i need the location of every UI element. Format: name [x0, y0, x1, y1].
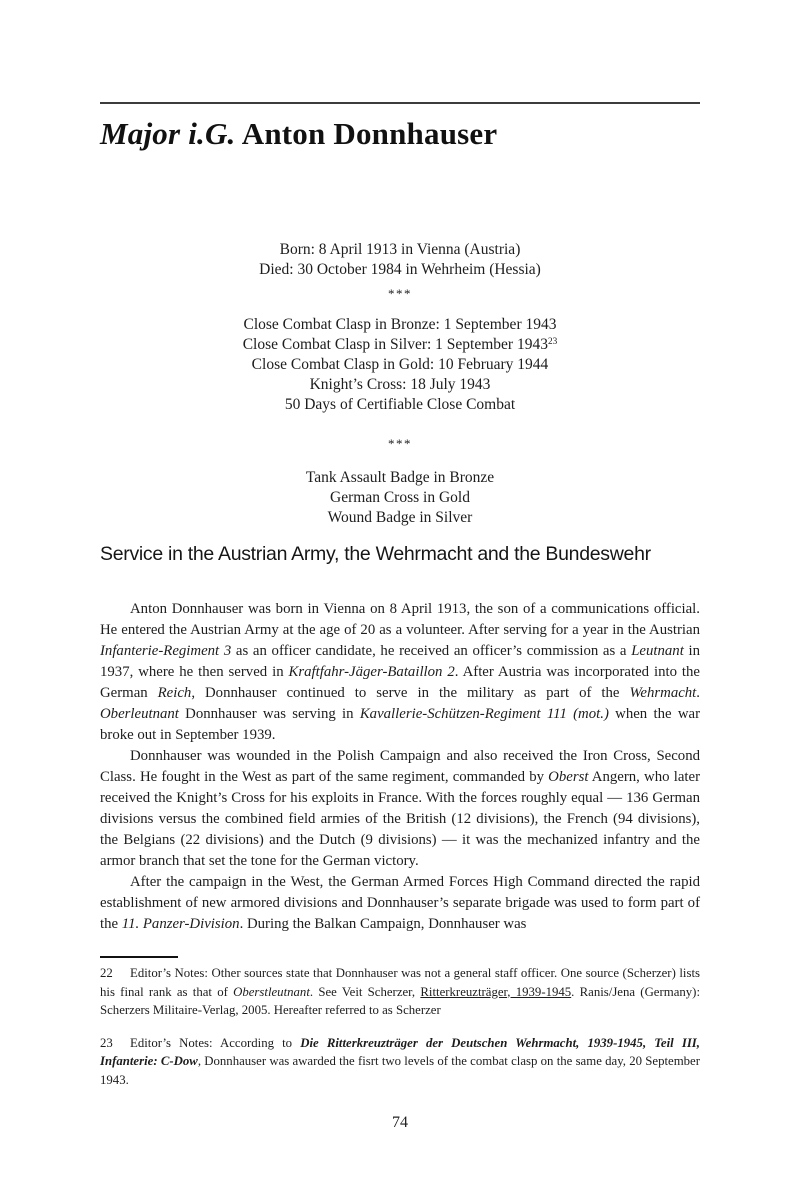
- award-line: [100, 315, 700, 335]
- text-b: Anton Donnhauser: [235, 116, 498, 151]
- text-segment: Close Combat Clasp in Bronze: 1 September 1943: [243, 316, 557, 333]
- text-fnnum: 22: [100, 966, 113, 980]
- page-title: [100, 116, 740, 152]
- born-line: Born: 8 April 1913 in Vienna (Austria): [279, 241, 521, 258]
- text-i: Oberst: [548, 769, 589, 785]
- paragraph-1: [100, 599, 700, 746]
- text-i: Wehrmacht: [629, 685, 697, 701]
- text-segment: Knight’s Cross: 18 July 1943: [309, 376, 491, 393]
- text-segment: 50 Days of Certifiable Close Combat: [284, 396, 516, 413]
- text-segment: when the war broke out in September 1939.: [100, 706, 700, 743]
- award-line: [100, 335, 700, 355]
- died-line: Died: 30 October 1984 in Wehrheim (Hessia): [259, 261, 541, 278]
- text-segment: . After Austria was incorporated into the German: [100, 664, 700, 701]
- text-i: Infanterie-Regiment 3: [100, 643, 232, 659]
- footnote-23: [100, 1034, 700, 1090]
- text-i: Leutnant: [631, 643, 684, 659]
- page-number: 74: [392, 1114, 408, 1131]
- other-awards-list: [100, 468, 700, 528]
- award-line: Wound Badge in Silver: [327, 509, 473, 526]
- text-bi: Die Ritterkreuzträger der Deutschen Wehrmacht, 1939-1945, Teil III, Infanterie: C-Dow: [100, 1035, 700, 1068]
- vitals-block: [100, 240, 700, 528]
- section-heading: Service in the Austrian Army, the Wehrmacht and the Bundeswehr: [100, 543, 651, 565]
- paragraph-3: [100, 872, 700, 935]
- text-segment: Close Combat Clasp in Gold: 10 February 1944: [251, 356, 549, 373]
- text-segment: .: [696, 685, 700, 701]
- text-fnnum: 23: [100, 1035, 113, 1050]
- asterisk-separator: ***: [388, 286, 412, 301]
- award-line: German Cross in Gold: [330, 489, 470, 506]
- text-segment: Close Combat Clasp in Silver: 1 September 1943: [242, 336, 548, 353]
- text-segment: Editor’s Notes: Other sources state that Donnhauser was not a general staff officer. One source (Scherzer) lists his final rank as that of: [100, 966, 700, 999]
- text-bi: Major i.G.: [100, 116, 236, 151]
- text-segment: Donnhauser was wounded in the Polish Campaign and also received the Iron Cross, Second Class. He fought in the West as part of the same regiment, commanded by: [100, 748, 700, 785]
- text-i: Reich: [157, 685, 192, 701]
- text-segment: Angern, who later received the Knight’s Cross for his exploits in France. With the forces roughly equal — 136 German divisions versus the combined field armies of the British (12 divisions), the French (94 divisions), the Belgians (22 divisions) and the Dutch (9 divisions) — it was the mechanized infantry and the armor branch that set the tone for the German victory.: [100, 769, 701, 869]
- text-segment: . During the Balkan Campaign, Donnhauser was: [239, 916, 527, 932]
- footnote-22: [100, 964, 700, 1020]
- footnotes-block: [100, 956, 700, 1103]
- text-i: Kavallerie-Schützen-Regiment 111 (mot.): [359, 706, 609, 722]
- award-line: Tank Assault Badge in Bronze: [305, 469, 495, 486]
- award-line: [100, 355, 700, 375]
- text-i: 11. Panzer-Division: [121, 916, 240, 932]
- body-text: [100, 599, 700, 935]
- text-i: Kraftfahr-Jäger-Bataillon 2: [288, 664, 455, 680]
- close-combat-awards-list: [100, 315, 700, 415]
- text-segment: Editor’s Notes: According to: [130, 1035, 301, 1050]
- text-segment: as an officer candidate, he received an officer’s commission as a: [231, 643, 632, 659]
- text-u: Ritterkreuzträger, 1939-1945: [420, 984, 572, 999]
- text-segment: . See Veit Scherzer,: [309, 984, 421, 999]
- text-segment: Donnhauser was serving in: [178, 706, 360, 722]
- text-segment: , Donnhauser was awarded the fisrt two levels of the combat clasp on the same day, 20 September 1943.: [100, 1054, 700, 1087]
- text-segment: Anton Donnhauser was born in Vienna on 8 April 1913, the son of a communications official. He entered the Austrian Army at the age of 20 as a volunteer. After serving for a year in the Austrian: [100, 601, 700, 638]
- text-segment: . Ranis/Jena (Germany): Scherzers Militaire-Verlag, 2005. Hereafter referred to as Scherzer: [100, 984, 700, 1017]
- award-line: [100, 375, 700, 395]
- paragraph-2: [100, 746, 700, 872]
- text-i: Oberstleutnant: [233, 984, 310, 999]
- text-i: Oberleutnant: [100, 706, 179, 722]
- footnote-ref: 23: [547, 336, 558, 347]
- text-segment: , Donnhauser continued to serve in the military as part of the: [191, 685, 630, 701]
- asterisk-separator: ***: [388, 436, 412, 451]
- text-segment: After the campaign in the West, the German Armed Forces High Command directed the rapid establishment of new armored divisions and Donnhauser’s separate brigade was used to form part of the: [100, 874, 700, 932]
- header-rule: [100, 102, 700, 104]
- footnote-separator-rule: [100, 956, 178, 958]
- award-line: [100, 395, 700, 415]
- text-segment: in 1937, where he then served in: [100, 643, 700, 680]
